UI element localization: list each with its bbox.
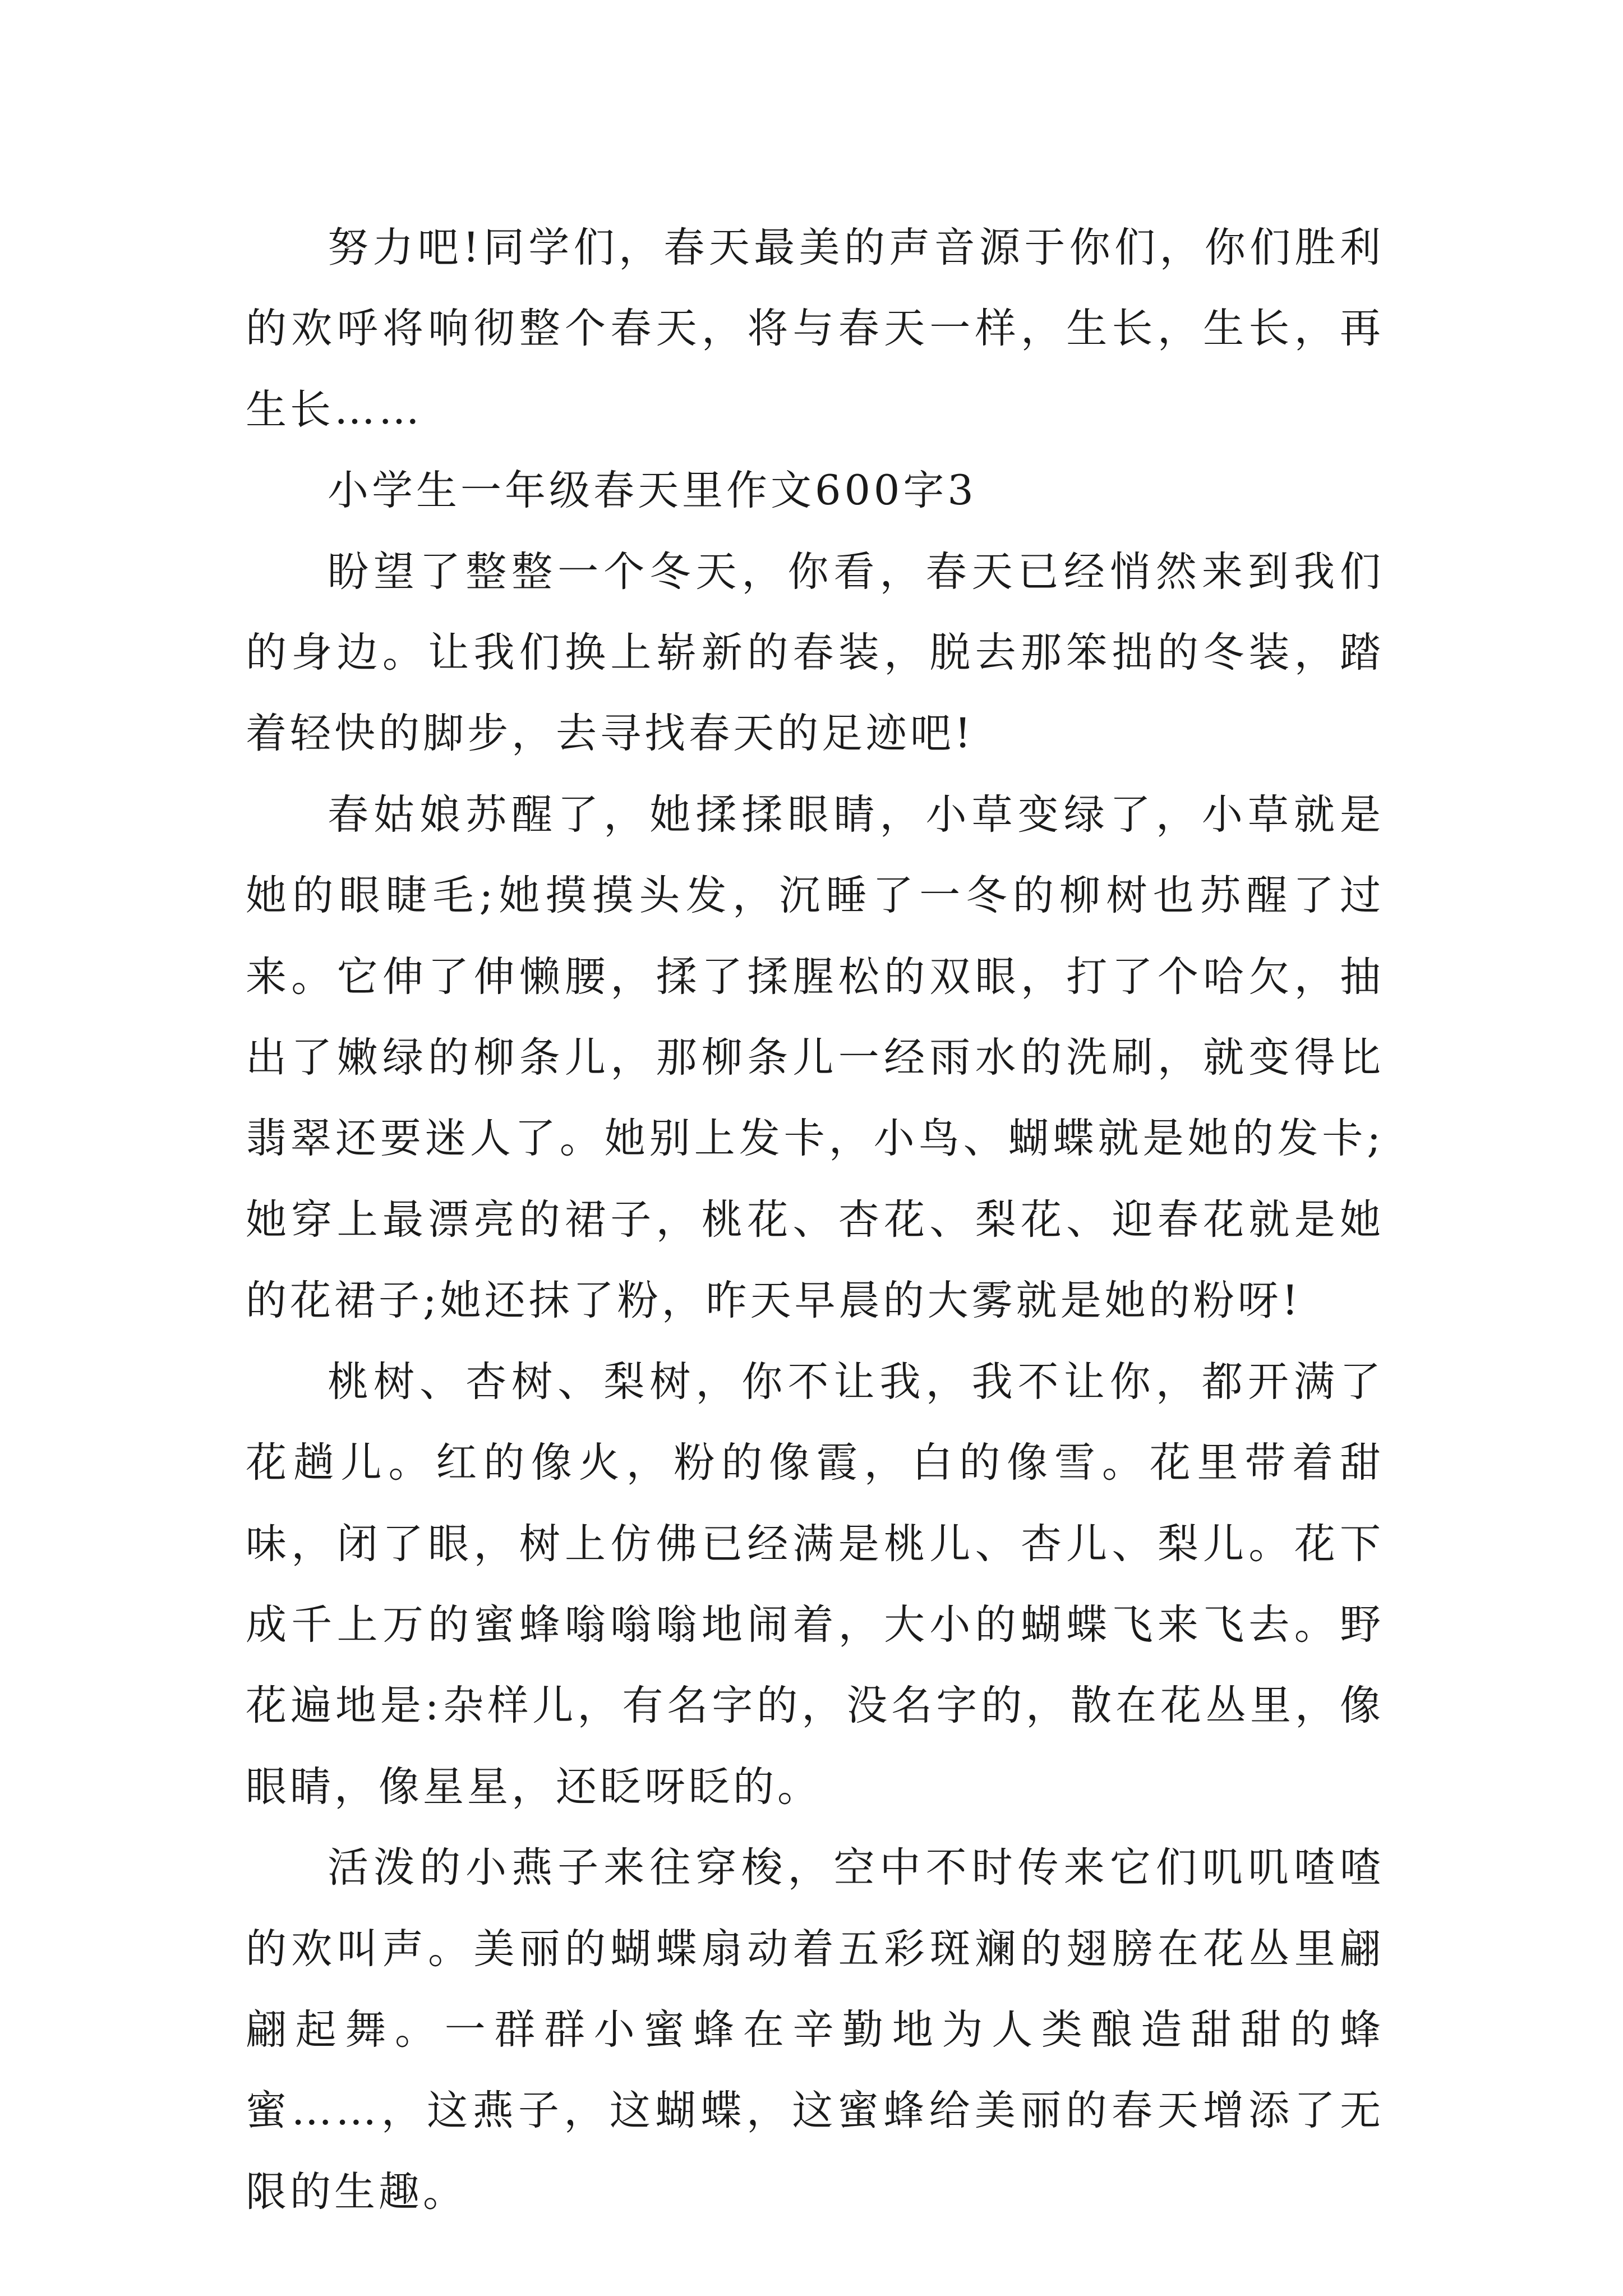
paragraph-spring-girl: 春姑娘苏醒了，她揉揉眼睛，小草变绿了，小草就是她的眼睫毛;她摸摸头发，沉睡了一冬的柳树也苏醒了过来。它伸了伸懒腰，揉了揉腥松的双眼，打了个哈欠，抽出了嫩绿的柳条儿，那柳条儿一经雨水的洗刷，就变得比翡翠还要迷人了。她别上发卡，小鸟、蝴蝶就是她的发卡;她穿上最漂亮的裙子，桃花、杏花、梨花、迎春花就是她的花裙子;她还抹了粉，昨天早晨的大雾就是她的粉呀!: [246, 790, 1384, 1325]
essay-title: 小学生一年级春天里作文600字3: [328, 467, 977, 515]
paragraph-blossoms: 桃树、杏树、梨树，你不让我，我不让你，都开满了花趟儿。红的像火，粉的像霞，白的像雪。花里带着甜味，闭了眼，树上仿佛已经满是桃儿、杏儿、梨儿。花下成千上万的蜜蜂嗡嗡嗡地闹着，大小的蝴蝶飞来飞去。野花遍地是:杂样儿，有名字的，没名字的，散在花丛里，像眼睛，像星星，还眨呀眨的。: [246, 1358, 1384, 1811]
paragraph-closing-previous: 努力吧!同学们，春天最美的声音源于你们，你们胜利的欢呼将响彻整个春天，将与春天一样，生长，生长，再生长……: [246, 224, 1384, 434]
paragraph-intro: 盼望了整整一个冬天，你看，春天已经悄然来到我们的身边。让我们换上崭新的春装，脱去那笨拙的冬装，踏着轻快的脚步，去寻找春天的足迹吧!: [246, 547, 1384, 758]
paragraph-swallows: 活泼的小燕子来往穿梭，空中不时传来它们叽叽喳喳的欢叫声。美丽的蝴蝶扇动着五彩斑斓的翅膀在花丛里翩翩起舞。一群群小蜜蜂在辛勤地为人类酿造甜甜的蜂蜜……，这燕子，这蝴蝶，这蜜蜂给美丽的春天增添了无限的生趣。: [246, 1844, 1384, 2216]
document-body: [246, 208, 1384, 2233]
